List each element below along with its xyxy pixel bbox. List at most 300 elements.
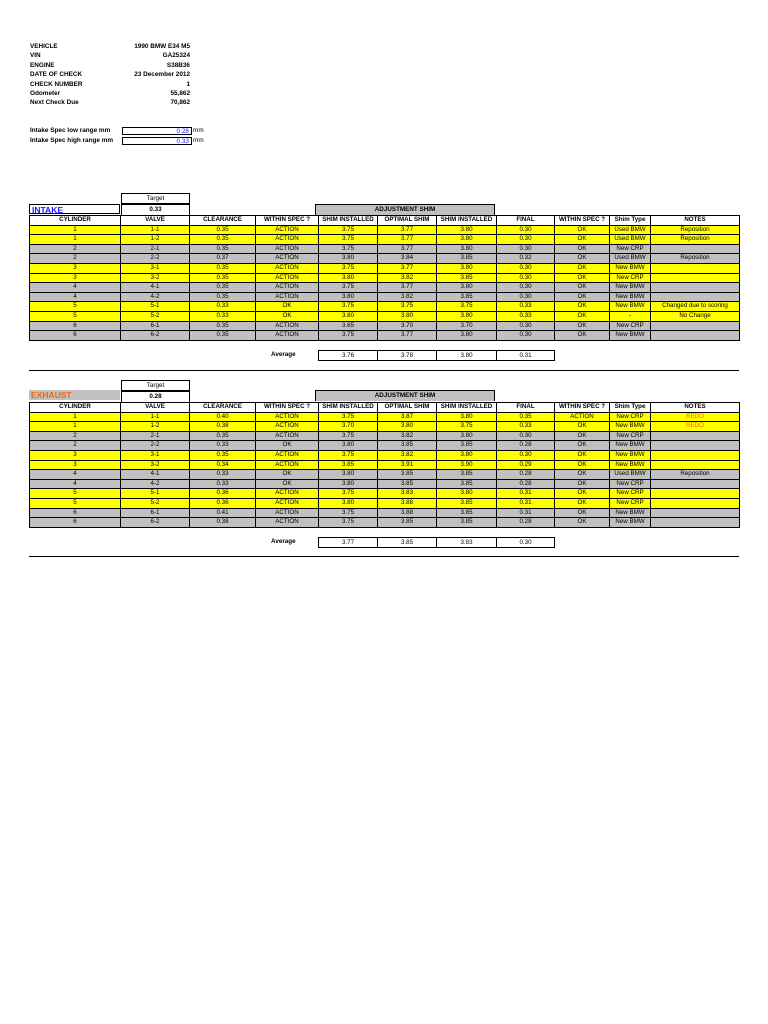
- cell-optimal-shim[interactable]: 3.77: [378, 244, 437, 254]
- cell-valve[interactable]: 3-2: [121, 273, 190, 283]
- cell-within-spec[interactable]: ACTION: [256, 518, 319, 528]
- cell-optimal-shim[interactable]: 3.82: [378, 431, 437, 441]
- cell-final[interactable]: 0.28: [497, 479, 555, 489]
- cell-clearance[interactable]: 0.35: [190, 273, 256, 283]
- cell-clearance[interactable]: 0.33: [190, 470, 256, 480]
- cell-cylinder[interactable]: 3: [30, 273, 121, 283]
- column-header-within-spec: WITHIN SPEC ?: [256, 216, 319, 226]
- cell-within-spec-final[interactable]: OK: [555, 311, 610, 321]
- cell-final[interactable]: 0.30: [497, 292, 555, 302]
- cell-final[interactable]: 0.33: [497, 302, 555, 312]
- cell-shim-installed-final[interactable]: 3.85: [437, 292, 497, 302]
- cell-valve[interactable]: 3-1: [121, 450, 190, 460]
- cell-optimal-shim[interactable]: 3.82: [378, 292, 437, 302]
- cell-within-spec-final[interactable]: OK: [555, 479, 610, 489]
- cell-shim-type[interactable]: -: [610, 311, 651, 321]
- cell-within-spec[interactable]: ACTION: [256, 235, 319, 245]
- cell-shim-type[interactable]: New CRP: [610, 431, 651, 441]
- intake-adjustment-header: ADJUSTMENT SHIM: [315, 204, 495, 215]
- table-row: [30, 292, 740, 302]
- cell-cylinder[interactable]: 1: [30, 225, 121, 235]
- cell-within-spec-final[interactable]: OK: [555, 470, 610, 480]
- cell-final[interactable]: 0.29: [497, 460, 555, 470]
- cell-shim-installed[interactable]: 3.75: [319, 489, 378, 499]
- cell-shim-installed[interactable]: 3.80: [319, 470, 378, 480]
- cell-within-spec[interactable]: ACTION: [256, 273, 319, 283]
- table-row: [30, 254, 740, 264]
- cell-shim-installed[interactable]: 3.80: [319, 311, 378, 321]
- column-header-optimal-shim: OPTIMAL SHIM: [378, 216, 437, 226]
- cell-final[interactable]: 0.30: [497, 331, 555, 341]
- cell-cylinder[interactable]: 4: [30, 292, 121, 302]
- cell-shim-installed[interactable]: 3.75: [319, 412, 378, 422]
- cell-shim-installed-final[interactable]: 3.90: [437, 460, 497, 470]
- cell-cylinder[interactable]: 1: [30, 235, 121, 245]
- cell-cylinder[interactable]: 1: [30, 422, 121, 432]
- cell-within-spec[interactable]: ACTION: [256, 412, 319, 422]
- cell-cylinder[interactable]: 6: [30, 508, 121, 518]
- cell-cylinder[interactable]: 2: [30, 431, 121, 441]
- cell-within-spec[interactable]: ACTION: [256, 331, 319, 341]
- column-header-final: FINAL: [497, 403, 555, 413]
- cell-cylinder[interactable]: 3: [30, 263, 121, 273]
- cell-shim-installed-final[interactable]: 3.80: [437, 283, 497, 293]
- cell-shim-installed[interactable]: 3.65: [319, 321, 378, 331]
- cell-final[interactable]: 0.35: [497, 412, 555, 422]
- cell-cylinder[interactable]: 6: [30, 321, 121, 331]
- intake-title: INTAKE: [29, 204, 120, 214]
- cell-clearance[interactable]: 0.35: [190, 225, 256, 235]
- cell-final[interactable]: 0.30: [497, 244, 555, 254]
- table-row: [30, 470, 740, 480]
- cell-within-spec-final[interactable]: OK: [555, 244, 610, 254]
- cell-within-spec[interactable]: ACTION: [256, 450, 319, 460]
- cell-within-spec[interactable]: ACTION: [256, 263, 319, 273]
- cell-clearance[interactable]: 0.41: [190, 508, 256, 518]
- cell-notes[interactable]: [651, 441, 740, 451]
- cell-valve[interactable]: 4-2: [121, 479, 190, 489]
- cell-within-spec-final[interactable]: OK: [555, 283, 610, 293]
- cell-shim-installed-final[interactable]: 3.80: [437, 450, 497, 460]
- cell-valve[interactable]: 1-2: [121, 235, 190, 245]
- cell-shim-installed-final[interactable]: 3.80: [437, 311, 497, 321]
- cell-shim-installed[interactable]: 3.70: [319, 422, 378, 432]
- cell-valve[interactable]: 4-2: [121, 292, 190, 302]
- cell-clearance[interactable]: 0.35: [190, 431, 256, 441]
- cell-shim-installed-final[interactable]: 3.75: [437, 422, 497, 432]
- cell-shim-installed[interactable]: 3.80: [319, 498, 378, 508]
- cell-cylinder[interactable]: 5: [30, 302, 121, 312]
- cell-valve[interactable]: 2-1: [121, 244, 190, 254]
- cell-clearance[interactable]: 0.36: [190, 489, 256, 499]
- cell-optimal-shim[interactable]: 3.91: [378, 460, 437, 470]
- column-header-within-spec-final: WITHIN SPEC ?: [555, 403, 610, 413]
- cell-shim-type[interactable]: New BMW: [610, 422, 651, 432]
- cell-clearance[interactable]: 0.35: [190, 331, 256, 341]
- cell-within-spec-final[interactable]: OK: [555, 331, 610, 341]
- cell-shim-installed[interactable]: 3.75: [319, 263, 378, 273]
- cell-notes[interactable]: [651, 518, 740, 528]
- cell-within-spec-final[interactable]: OK: [555, 489, 610, 499]
- cell-notes[interactable]: [651, 244, 740, 254]
- exhaust-target-value: 0.28: [121, 391, 190, 403]
- cell-shim-type[interactable]: New BMW: [610, 460, 651, 470]
- cell-shim-installed[interactable]: 3.75: [319, 302, 378, 312]
- cell-within-spec[interactable]: ACTION: [256, 498, 319, 508]
- cell-clearance[interactable]: 0.33: [190, 479, 256, 489]
- cell-notes[interactable]: [651, 283, 740, 293]
- cell-cylinder[interactable]: 2: [30, 254, 121, 264]
- cell-optimal-shim[interactable]: 3.84: [378, 254, 437, 264]
- cell-optimal-shim[interactable]: 3.77: [378, 225, 437, 235]
- cell-cylinder[interactable]: 5: [30, 498, 121, 508]
- cell-shim-installed-final[interactable]: 3.70: [437, 321, 497, 331]
- cell-shim-installed-final[interactable]: 3.85: [437, 508, 497, 518]
- cell-cylinder[interactable]: 2: [30, 244, 121, 254]
- spec-low-unit: mm: [193, 127, 204, 134]
- cell-cylinder[interactable]: 5: [30, 311, 121, 321]
- cell-within-spec[interactable]: ACTION: [256, 431, 319, 441]
- cell-valve[interactable]: 1-1: [121, 412, 190, 422]
- cell-within-spec[interactable]: ACTION: [256, 489, 319, 499]
- cell-optimal-shim[interactable]: 3.85: [378, 479, 437, 489]
- table-row: [30, 263, 740, 273]
- cell-notes[interactable]: [651, 460, 740, 470]
- column-header-cylinder: CYLINDER: [30, 403, 121, 413]
- cell-final[interactable]: 0.30: [497, 225, 555, 235]
- cell-notes[interactable]: [651, 498, 740, 508]
- cell-shim-installed-final[interactable]: 3.80: [437, 225, 497, 235]
- cell-within-spec-final[interactable]: OK: [555, 254, 610, 264]
- cell-cylinder[interactable]: 5: [30, 489, 121, 499]
- cell-within-spec-final[interactable]: OK: [555, 302, 610, 312]
- cell-final[interactable]: 0.28: [497, 470, 555, 480]
- info-value: 55,862: [170, 90, 190, 97]
- cell-shim-installed[interactable]: 3.75: [319, 244, 378, 254]
- cell-within-spec[interactable]: ACTION: [256, 283, 319, 293]
- cell-clearance[interactable]: 0.38: [190, 422, 256, 432]
- cell-notes[interactable]: [651, 508, 740, 518]
- cell-shim-installed[interactable]: 3.85: [319, 460, 378, 470]
- column-header-optimal-shim: OPTIMAL SHIM: [378, 403, 437, 413]
- cell-shim-installed[interactable]: 3.80: [319, 292, 378, 302]
- cell-cylinder[interactable]: 6: [30, 331, 121, 341]
- cell-optimal-shim[interactable]: 3.77: [378, 331, 437, 341]
- cell-valve[interactable]: 5-2: [121, 311, 190, 321]
- table-row: [30, 273, 740, 283]
- cell-shim-installed-final[interactable]: 3.80: [437, 244, 497, 254]
- table-row: [30, 311, 740, 321]
- cell-final[interactable]: 0.31: [497, 489, 555, 499]
- cell-valve[interactable]: 2-2: [121, 254, 190, 264]
- cell-within-spec-final[interactable]: OK: [555, 498, 610, 508]
- cell-shim-installed[interactable]: 3.80: [319, 441, 378, 451]
- cell-clearance[interactable]: 0.33: [190, 311, 256, 321]
- cell-notes[interactable]: Reposition: [651, 254, 740, 264]
- cell-shim-type[interactable]: New CRP: [610, 489, 651, 499]
- cell-shim-type[interactable]: Used BMW: [610, 470, 651, 480]
- cell-final[interactable]: 0.30: [497, 283, 555, 293]
- cell-shim-type[interactable]: New BMW: [610, 450, 651, 460]
- cell-optimal-shim[interactable]: 3.77: [378, 263, 437, 273]
- cell-final[interactable]: 0.30: [497, 321, 555, 331]
- cell-shim-installed-final[interactable]: 3.80: [437, 263, 497, 273]
- cell-shim-installed-final[interactable]: 3.85: [437, 254, 497, 264]
- cell-valve[interactable]: 4-1: [121, 283, 190, 293]
- cell-valve[interactable]: 5-2: [121, 498, 190, 508]
- table-row: [30, 431, 740, 441]
- cell-shim-installed[interactable]: 3.75: [319, 518, 378, 528]
- cell-optimal-shim[interactable]: 3.82: [378, 450, 437, 460]
- cell-within-spec-final[interactable]: ACTION: [555, 412, 610, 422]
- cell-cylinder[interactable]: 2: [30, 441, 121, 451]
- cell-shim-type[interactable]: New BMW: [610, 508, 651, 518]
- cell-clearance[interactable]: 0.34: [190, 460, 256, 470]
- cell-valve[interactable]: 3-2: [121, 460, 190, 470]
- cell-within-spec[interactable]: ACTION: [256, 460, 319, 470]
- cell-clearance[interactable]: 0.33: [190, 441, 256, 451]
- cell-final[interactable]: 0.28: [497, 518, 555, 528]
- cell-within-spec[interactable]: OK: [256, 470, 319, 480]
- cell-clearance[interactable]: 0.35: [190, 321, 256, 331]
- info-row: [30, 51, 190, 60]
- cell-cylinder[interactable]: 4: [30, 470, 121, 480]
- cell-valve[interactable]: 6-1: [121, 321, 190, 331]
- cell-within-spec[interactable]: OK: [256, 311, 319, 321]
- cell-clearance[interactable]: 0.35: [190, 263, 256, 273]
- cell-shim-type[interactable]: New CRP: [610, 244, 651, 254]
- cell-shim-installed-final[interactable]: 3.85: [437, 470, 497, 480]
- cell-within-spec-final[interactable]: OK: [555, 431, 610, 441]
- cell-notes[interactable]: Reposition: [651, 225, 740, 235]
- cell-within-spec-final[interactable]: OK: [555, 450, 610, 460]
- cell-within-spec-final[interactable]: OK: [555, 460, 610, 470]
- cell-shim-type[interactable]: New BMW: [610, 263, 651, 273]
- cell-within-spec-final[interactable]: OK: [555, 263, 610, 273]
- cell-optimal-shim[interactable]: 3.85: [378, 470, 437, 480]
- cell-shim-type[interactable]: Used BMW: [610, 254, 651, 264]
- cell-clearance[interactable]: 0.35: [190, 450, 256, 460]
- cell-notes[interactable]: [651, 331, 740, 341]
- cell-final[interactable]: 0.31: [497, 498, 555, 508]
- info-label: DATE OF CHECK: [30, 71, 83, 79]
- info-row: [30, 89, 190, 98]
- cell-shim-installed-final[interactable]: 3.80: [437, 431, 497, 441]
- cell-shim-type[interactable]: New CRP: [610, 412, 651, 422]
- cell-shim-type[interactable]: Used BMW: [610, 225, 651, 235]
- cell-cylinder[interactable]: 3: [30, 460, 121, 470]
- cell-optimal-shim[interactable]: 3.85: [378, 441, 437, 451]
- cell-valve[interactable]: 6-2: [121, 331, 190, 341]
- cell-optimal-shim[interactable]: 3.77: [378, 235, 437, 245]
- cell-within-spec[interactable]: ACTION: [256, 422, 319, 432]
- cell-within-spec-final[interactable]: OK: [555, 508, 610, 518]
- cell-shim-type[interactable]: New BMW: [610, 302, 651, 312]
- cell-final[interactable]: 0.30: [497, 450, 555, 460]
- cell-shim-type[interactable]: New BMW: [610, 331, 651, 341]
- table-row: [30, 302, 740, 312]
- cell-clearance[interactable]: 0.35: [190, 292, 256, 302]
- cell-optimal-shim[interactable]: 3.77: [378, 283, 437, 293]
- cell-optimal-shim[interactable]: 3.80: [378, 422, 437, 432]
- cell-shim-installed-final[interactable]: 3.85: [437, 479, 497, 489]
- cell-notes[interactable]: Reposition: [651, 235, 740, 245]
- column-header-clearance: CLEARANCE: [190, 216, 256, 226]
- cell-cylinder[interactable]: 1: [30, 412, 121, 422]
- cell-notes[interactable]: No Change: [651, 311, 740, 321]
- average-final: 0.30: [496, 537, 555, 548]
- cell-final[interactable]: 0.32: [497, 254, 555, 264]
- cell-within-spec[interactable]: ACTION: [256, 244, 319, 254]
- cell-optimal-shim[interactable]: 3.87: [378, 412, 437, 422]
- cell-notes[interactable]: Reposition: [651, 470, 740, 480]
- cell-within-spec-final[interactable]: OK: [555, 235, 610, 245]
- cell-notes[interactable]: [651, 489, 740, 499]
- cell-within-spec-final[interactable]: OK: [555, 422, 610, 432]
- cell-valve[interactable]: 3-1: [121, 263, 190, 273]
- cell-within-spec[interactable]: ACTION: [256, 321, 319, 331]
- cell-clearance[interactable]: 0.35: [190, 244, 256, 254]
- table-header-row: [30, 216, 740, 226]
- column-header-shim-installed: SHIM INSTALLED: [319, 403, 378, 413]
- intake-average-label: Average: [271, 351, 296, 358]
- cell-shim-installed-final[interactable]: 3.85: [437, 273, 497, 283]
- cell-within-spec[interactable]: OK: [256, 302, 319, 312]
- cell-final[interactable]: 0.33: [497, 422, 555, 432]
- cell-shim-installed[interactable]: 3.75: [319, 431, 378, 441]
- info-label: VEHICLE: [30, 43, 58, 50]
- cell-shim-installed[interactable]: 3.75: [319, 225, 378, 235]
- exhaust-title: EXHAUST: [29, 390, 120, 400]
- cell-final[interactable]: 0.30: [497, 263, 555, 273]
- cell-notes[interactable]: [651, 321, 740, 331]
- cell-notes[interactable]: [651, 431, 740, 441]
- cell-shim-installed-final[interactable]: 3.85: [437, 498, 497, 508]
- cell-shim-installed[interactable]: 3.75: [319, 450, 378, 460]
- column-header-notes: NOTES: [651, 403, 740, 413]
- cell-within-spec-final[interactable]: OK: [555, 518, 610, 528]
- cell-optimal-shim[interactable]: 3.85: [378, 518, 437, 528]
- cell-shim-installed-final[interactable]: 3.85: [437, 441, 497, 451]
- cell-optimal-shim[interactable]: 3.83: [378, 489, 437, 499]
- cell-shim-installed[interactable]: 3.75: [319, 331, 378, 341]
- cell-notes[interactable]: [651, 263, 740, 273]
- cell-shim-type[interactable]: New CRP: [610, 479, 651, 489]
- cell-notes[interactable]: [651, 273, 740, 283]
- cell-notes[interactable]: REDO: [651, 412, 740, 422]
- cell-clearance[interactable]: 0.35: [190, 235, 256, 245]
- cell-shim-installed-final[interactable]: 3.75: [437, 302, 497, 312]
- cell-within-spec[interactable]: ACTION: [256, 508, 319, 518]
- cell-clearance[interactable]: 0.40: [190, 412, 256, 422]
- cell-within-spec[interactable]: OK: [256, 479, 319, 489]
- info-label: VIN: [30, 52, 41, 60]
- cell-shim-installed[interactable]: 3.75: [319, 508, 378, 518]
- cell-shim-installed-final[interactable]: 3.80: [437, 235, 497, 245]
- cell-shim-type[interactable]: New CRP: [610, 498, 651, 508]
- info-label: ENGINE: [30, 61, 55, 69]
- cell-final[interactable]: 0.33: [497, 311, 555, 321]
- cell-shim-installed-final[interactable]: 3.80: [437, 412, 497, 422]
- cell-valve[interactable]: 1-2: [121, 422, 190, 432]
- cell-clearance[interactable]: 0.36: [190, 498, 256, 508]
- cell-cylinder[interactable]: 3: [30, 450, 121, 460]
- cell-clearance[interactable]: 0.37: [190, 254, 256, 264]
- cell-clearance[interactable]: 0.33: [190, 302, 256, 312]
- cell-optimal-shim[interactable]: 3.75: [378, 302, 437, 312]
- cell-shim-installed[interactable]: 3.75: [319, 235, 378, 245]
- cell-shim-type[interactable]: New BMW: [610, 518, 651, 528]
- cell-cylinder[interactable]: 6: [30, 518, 121, 528]
- info-row: [30, 42, 190, 51]
- cell-valve[interactable]: 6-2: [121, 518, 190, 528]
- cell-optimal-shim[interactable]: 3.82: [378, 273, 437, 283]
- cell-final[interactable]: 0.30: [497, 235, 555, 245]
- cell-within-spec-final[interactable]: OK: [555, 225, 610, 235]
- cell-shim-type[interactable]: New BMW: [610, 283, 651, 293]
- cell-shim-type[interactable]: New CRP: [610, 273, 651, 283]
- cell-within-spec-final[interactable]: OK: [555, 292, 610, 302]
- cell-clearance[interactable]: 0.35: [190, 283, 256, 293]
- cell-cylinder[interactable]: 4: [30, 479, 121, 489]
- cell-within-spec[interactable]: ACTION: [256, 292, 319, 302]
- cell-shim-installed-final[interactable]: 3.80: [437, 489, 497, 499]
- cell-valve[interactable]: 5-1: [121, 302, 190, 312]
- spec-low-value[interactable]: 0.28: [122, 127, 192, 135]
- spec-high-value[interactable]: 0.33: [122, 137, 192, 145]
- cell-within-spec[interactable]: OK: [256, 441, 319, 451]
- cell-shim-type[interactable]: New BMW: [610, 292, 651, 302]
- cell-final[interactable]: 0.30: [497, 273, 555, 283]
- cell-valve[interactable]: 2-1: [121, 431, 190, 441]
- cell-notes[interactable]: [651, 479, 740, 489]
- cell-within-spec[interactable]: ACTION: [256, 225, 319, 235]
- cell-shim-type[interactable]: New BMW: [610, 441, 651, 451]
- cell-within-spec-final[interactable]: OK: [555, 273, 610, 283]
- cell-final[interactable]: 0.28: [497, 441, 555, 451]
- cell-valve[interactable]: 1-1: [121, 225, 190, 235]
- cell-valve[interactable]: 2-2: [121, 441, 190, 451]
- cell-within-spec-final[interactable]: OK: [555, 321, 610, 331]
- cell-final[interactable]: 0.30: [497, 431, 555, 441]
- cell-shim-installed[interactable]: 3.80: [319, 273, 378, 283]
- cell-notes[interactable]: [651, 292, 740, 302]
- cell-valve[interactable]: 6-1: [121, 508, 190, 518]
- cell-within-spec[interactable]: ACTION: [256, 254, 319, 264]
- cell-shim-type[interactable]: New CRP: [610, 321, 651, 331]
- cell-clearance[interactable]: 0.38: [190, 518, 256, 528]
- cell-optimal-shim[interactable]: 3.88: [378, 498, 437, 508]
- cell-notes[interactable]: REDO: [651, 422, 740, 432]
- cell-valve[interactable]: 4-1: [121, 470, 190, 480]
- cell-valve[interactable]: 5-1: [121, 489, 190, 499]
- cell-optimal-shim[interactable]: 3.88: [378, 508, 437, 518]
- cell-final[interactable]: 0.31: [497, 508, 555, 518]
- cell-optimal-shim[interactable]: 3.70: [378, 321, 437, 331]
- cell-optimal-shim[interactable]: 3.80: [378, 311, 437, 321]
- cell-shim-installed-final[interactable]: 3.85: [437, 518, 497, 528]
- cell-cylinder[interactable]: 4: [30, 283, 121, 293]
- cell-within-spec-final[interactable]: OK: [555, 441, 610, 451]
- info-row: [30, 61, 190, 70]
- cell-shim-installed[interactable]: 3.75: [319, 283, 378, 293]
- cell-shim-installed[interactable]: 3.80: [319, 479, 378, 489]
- cell-shim-installed-final[interactable]: 3.80: [437, 331, 497, 341]
- cell-shim-installed[interactable]: 3.80: [319, 254, 378, 264]
- cell-notes[interactable]: [651, 450, 740, 460]
- cell-notes[interactable]: Changed due to scoring: [651, 302, 740, 312]
- cell-shim-type[interactable]: Used BMW: [610, 235, 651, 245]
